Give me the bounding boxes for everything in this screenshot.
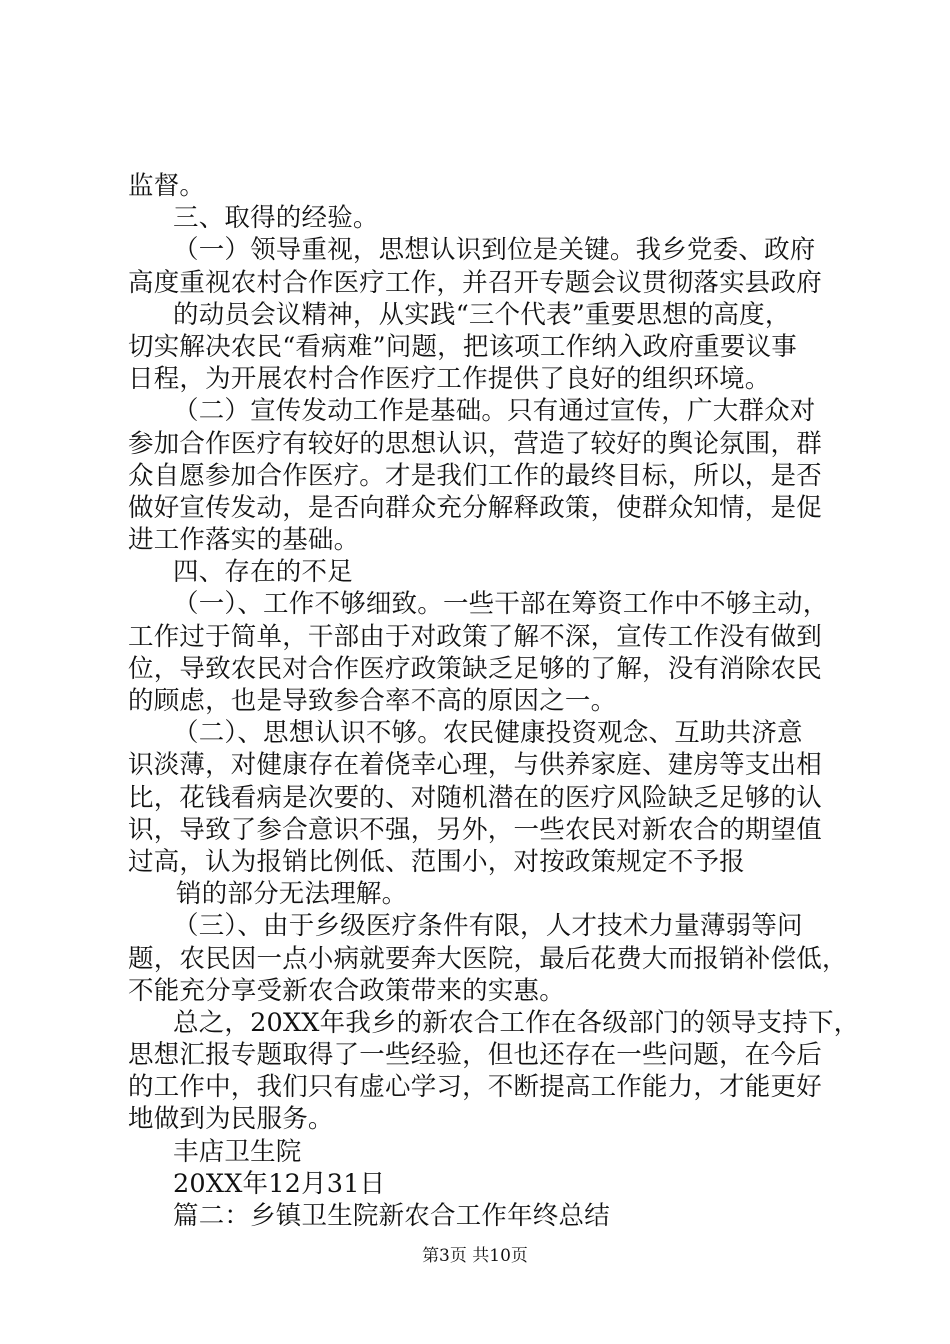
text-line: 参加合作医疗有较好的思想认识，营造了较好的舆论氛围，群 bbox=[128, 428, 822, 459]
text-line: 过高，认为报销比例低、范围小，对按政策规定不予报 bbox=[128, 846, 745, 877]
text-line: 地做到为民服务。 bbox=[128, 1104, 334, 1135]
text-line: 题，农民因一点小病就要奔大医院，最后花费大而报销补偿低， bbox=[128, 943, 848, 974]
text-line: 比，花钱看病是次要的、对随机潜在的医疗风险缺乏足够的认 bbox=[128, 782, 822, 813]
text-line: （三）、由于乡级医疗条件有限，人才技术力量薄弱等问 bbox=[173, 911, 803, 942]
text-line: （一）、工作不够细致。一些干部在筹资工作中不够主动， bbox=[173, 589, 829, 620]
text-line: 不能充分享受新农合政策带来的实惠。 bbox=[128, 975, 565, 1006]
text-line: 进工作落实的基础。 bbox=[128, 525, 360, 556]
text-line: 众自愿参加合作医疗。才是我们工作的最终目标，所以，是否 bbox=[128, 460, 822, 491]
text-line: 的工作中，我们只有虚心学习，不断提高工作能力，才能更好 bbox=[128, 1072, 822, 1103]
text-line: （二）、思想认识不够。农民健康投资观念、互助共济意 bbox=[173, 718, 803, 749]
text-line: 的动员会议精神，从实践“三个代表”重要思想的高度， bbox=[173, 299, 791, 330]
signature-date: 20XX年12月31日 bbox=[173, 1168, 386, 1199]
text-line: 识，导致了参合意识不强，另外，一些农民对新农合的期望值 bbox=[128, 814, 822, 845]
next-section-title: 篇二：乡镇卫生院新农合工作年终总结 bbox=[173, 1201, 610, 1231]
text-line: 销的部分无法理解。 bbox=[176, 879, 408, 910]
text-line: 日程，为开展农村合作医疗工作提供了良好的组织环境。 bbox=[128, 364, 771, 395]
document-body bbox=[128, 170, 860, 1232]
text-line: （一）领导重视，思想认识到位是关键。我乡党委、政府 bbox=[173, 235, 816, 266]
text-line: 监督。 bbox=[128, 171, 206, 201]
text-line: 的顾虑，也是导致参合率不高的原因之一。 bbox=[128, 686, 617, 716]
text-line: 位，导致农民对合作医疗政策缺乏足够的了解，没有消除农民 bbox=[128, 653, 822, 684]
text-line: 做好宣传发动，是否向群众充分解释政策，使群众知情，是促 bbox=[128, 492, 822, 523]
text-line: 切实解决农民“看病难”问题，把该项工作纳入政府重要议事 bbox=[128, 331, 797, 362]
text-line: 总之，20XX年我乡的新农合工作在各级部门的领导支持下， bbox=[173, 1007, 860, 1038]
section-heading: 三、取得的经验。 bbox=[173, 203, 379, 234]
text-line: 思想汇报专题取得了一些经验，但也还存在一些问题，在今后 bbox=[128, 1040, 822, 1071]
section-heading: 四、存在的不足 bbox=[173, 557, 353, 588]
text-line: 高度重视农村合作医疗工作，并召开专题会议贯彻落实县政府 bbox=[128, 267, 822, 298]
signature-organization: 丰店卫生院 bbox=[173, 1136, 302, 1167]
page-number-footer: 第3页 共10页 bbox=[422, 1246, 528, 1266]
text-line: 工作过于简单，干部由于对政策了解不深，宣传工作没有做到 bbox=[128, 621, 822, 652]
text-line: 识淡薄，对健康存在着侥幸心理，与供养家庭、建房等支出相 bbox=[128, 750, 822, 781]
text-line: （二）宣传发动工作是基础。只有通过宣传，广大群众对 bbox=[173, 396, 816, 427]
